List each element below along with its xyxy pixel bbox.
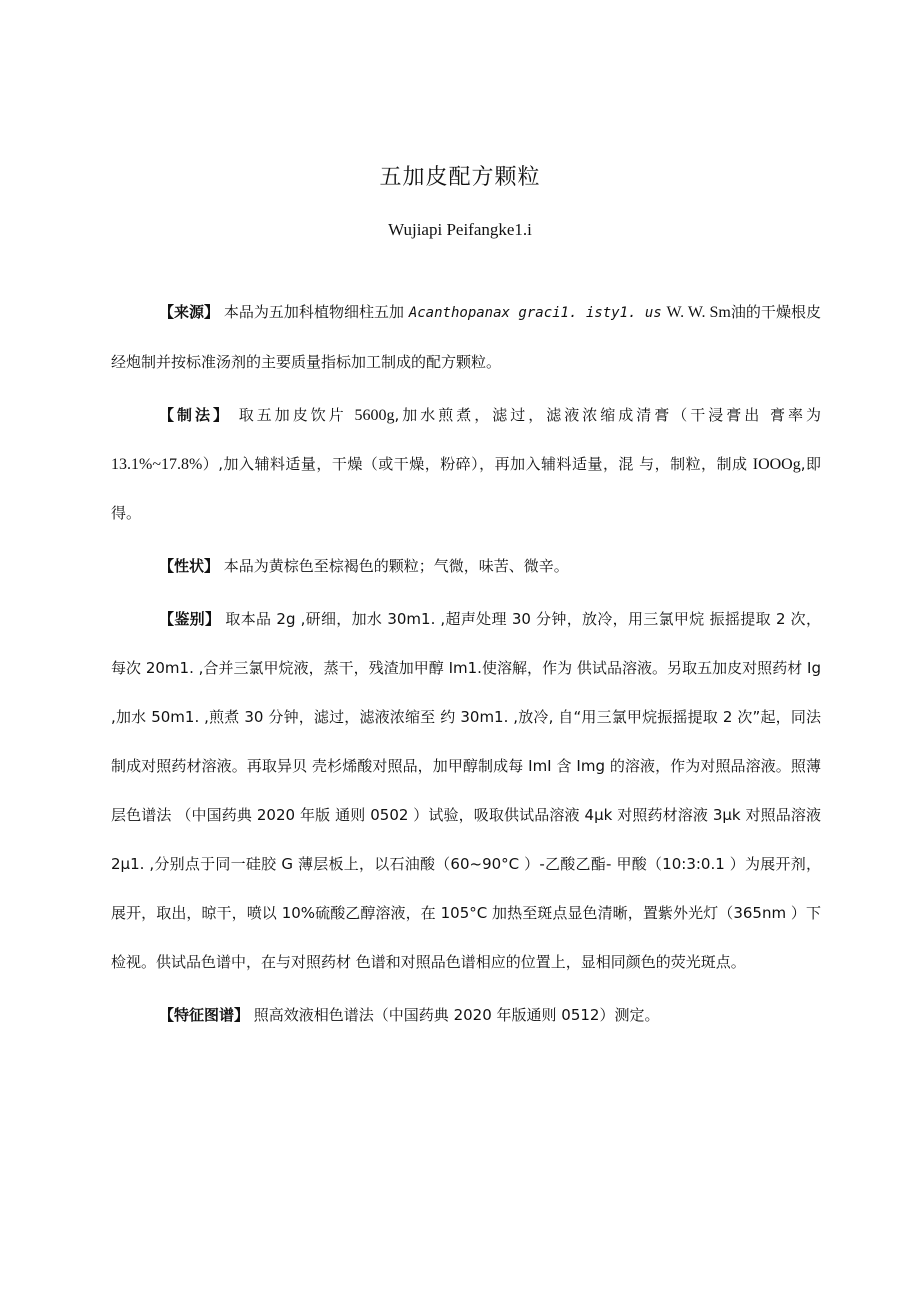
- identification-label: 【鉴别】: [159, 610, 221, 628]
- fingerprint-label: 【特征图谱】: [159, 1006, 250, 1024]
- document-subtitle: Wujiapi Peifangke1.i: [388, 220, 532, 239]
- source-label: 【来源】: [159, 303, 220, 321]
- section-method: [111, 391, 821, 538]
- source-latin-name: Acanthopanax graci1. isty1. us: [408, 305, 662, 321]
- character-text: 本品为黄棕色至棕褐色的颗粒；气微，味苦、微辛。: [223, 557, 569, 575]
- source-text-a: 本品为五加科植物细柱五加: [223, 303, 405, 321]
- section-source: [111, 288, 821, 387]
- section-fingerprint: [111, 991, 821, 1040]
- document-body: [111, 288, 821, 1040]
- method-label: 【制法】: [159, 406, 231, 424]
- method-text-d: ,即得。: [111, 455, 821, 522]
- character-label: 【性状】: [159, 557, 220, 575]
- source-text-b: 油的干燥根皮经炮制并按标准汤剂的主要质量指标加工制成的配方颗粒。: [111, 303, 821, 371]
- method-total: IOOOg: [752, 456, 801, 473]
- source-author: W. W. Sm: [666, 304, 731, 321]
- method-text-b: ,加水煎煮，滤过，滤液浓缩成清膏（干浸膏出 膏率为: [394, 406, 821, 424]
- section-character: [111, 542, 821, 591]
- method-text-c: ）,加入辅料适量，干燥（或干燥，粉碎），再加入辅料适量，混 与，制粒，制成: [202, 455, 748, 473]
- method-rate: 13.1%~17.8%: [111, 456, 203, 473]
- method-amount: 5600g: [354, 407, 395, 424]
- method-text-a: 取五加皮饮片: [238, 406, 347, 424]
- fingerprint-text: 照高效液相色谱法（中国药典 2020 年版通则 0512）测定。: [253, 1006, 660, 1024]
- document-title: 五加皮配方颗粒: [379, 165, 541, 190]
- section-identification: [111, 595, 821, 987]
- identification-text: 取本品 2g ,研细，加水 30m1. ,超声处理 30 分钟，放冷，用三氯甲烷 振摇提取 2 次，每次 20m1. ,合并三氯甲烷液，蒸干，残渣加甲醇 Im1.使溶解，作为 供试品溶液。另取五加皮对照药材 Ig ,加水 50m1. ,煎煮 30 分钟，滤过，滤液浓缩至 约 30m1. ,放冷, 自“用三氯甲烷振摇提取 2 次”起，同法制成对照药材溶液。再取异贝 壳杉烯酸对照品，加甲醇制成每 ImI 含 Img 的溶液，作为对照品溶液。照薄层色谱法 （中国药典 2020 年版 通则 0502 ）试验，吸取供试品溶液 4μk 对照药材溶液 3μk 对照品溶液 2μ1. ,分别点于同一硅胶 G 薄层板上，以石油酸（60~90°C ）-乙酸乙酯- 甲酸（10:3:0.1 ）为展开剂，展开，取出，晾干，喷以 10%硫酸乙醇溶液，在 105°C 加热至斑点显色清晰，置紫外光灯（365nm ）下检视。供试品色谱中，在与对照药材 色谱和对照品色谱相应的位置上，显相同颜色的荧光斑点。: [111, 610, 821, 971]
